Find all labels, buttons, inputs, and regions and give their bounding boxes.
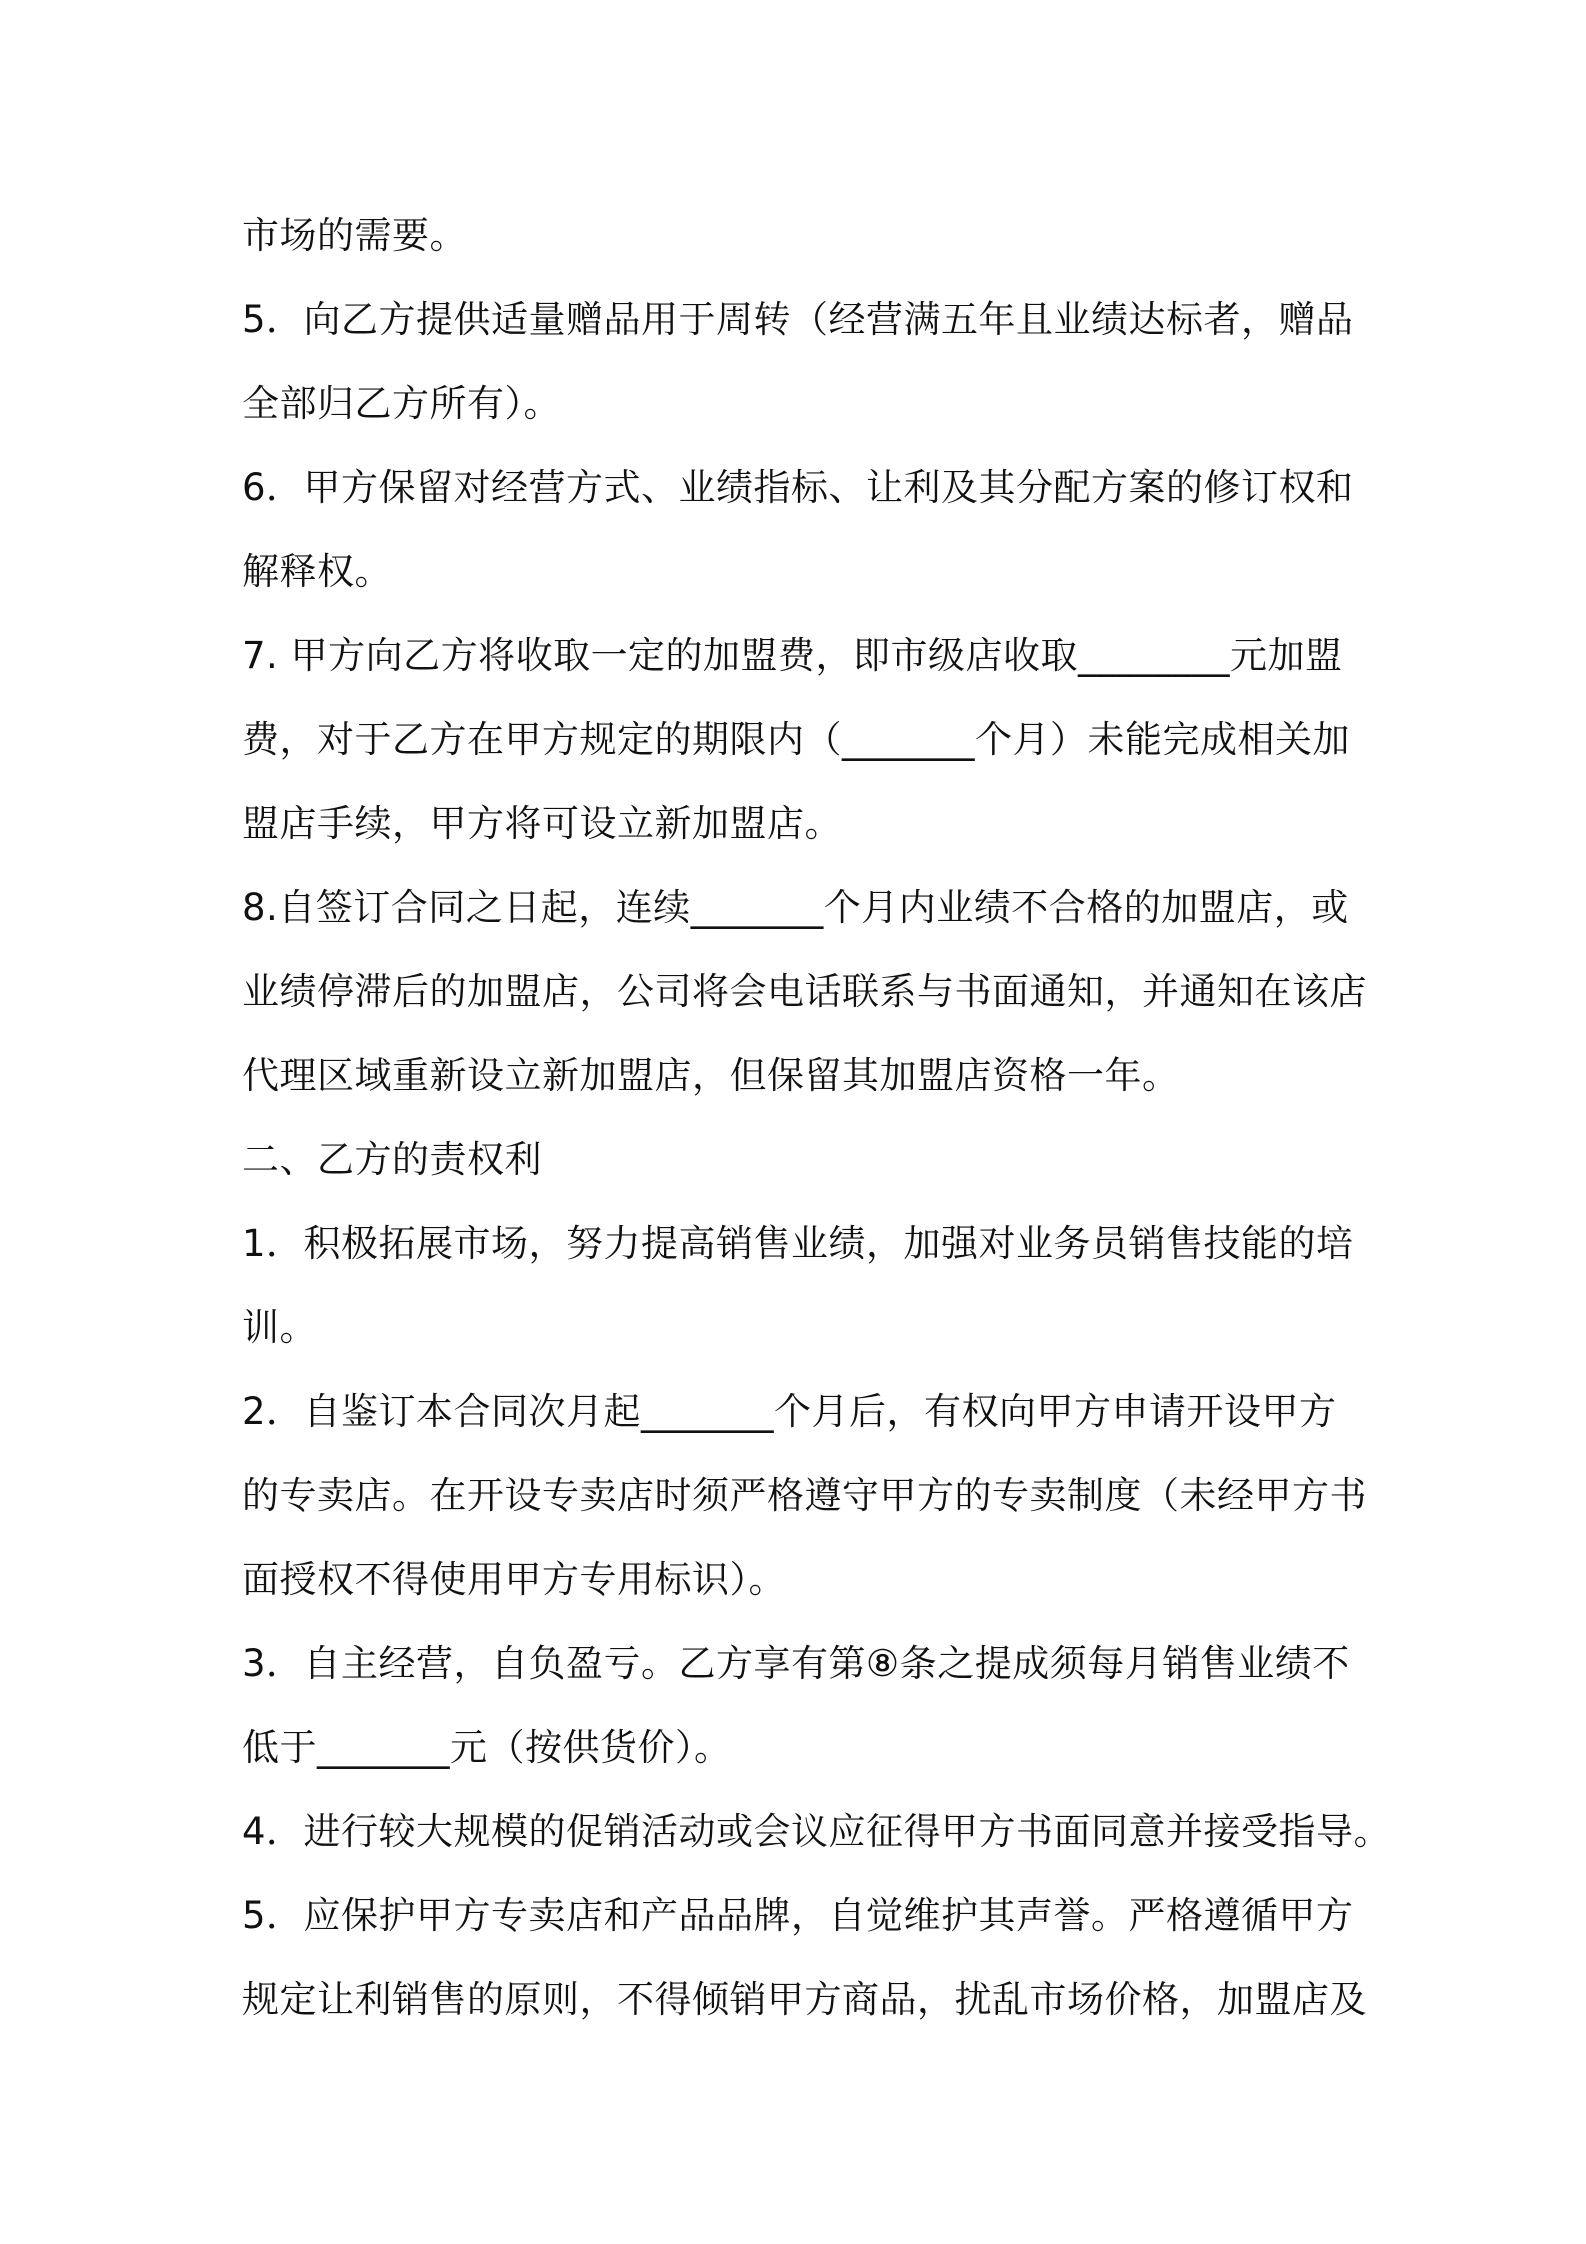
text-line: 3．自主经营，自负盈亏。乙方享有第⑧条之提成须每月销售业绩不 xyxy=(242,1642,1350,1685)
text-line: 的专卖店。在开设专卖店时须严格遵守甲方的专卖制度（未经甲方书 xyxy=(242,1474,1367,1517)
text-line: 训。 xyxy=(242,1306,317,1349)
text-line: 费，对于乙方在甲方规定的期限内（_______个月）未能完成相关加 xyxy=(242,718,1350,761)
text-line: 5．向乙方提供适量赠品用于周转（经营满五年且业绩达标者，赠品 xyxy=(242,298,1354,341)
text-line: 规定让利销售的原则，不得倾销甲方商品，扰乱市场价格，加盟店及 xyxy=(242,1978,1367,2021)
text-line: 4．进行较大规模的促销活动或会议应征得甲方书面同意并接受指导。 xyxy=(242,1810,1392,1853)
text-line: 低于_______元（按供货价）。 xyxy=(242,1726,732,1769)
text-line: 6．甲方保留对经营方式、业绩指标、让利及其分配方案的修订权和 xyxy=(242,466,1354,509)
text-line: 2．自鉴订本合同次月起_______个月后，有权向甲方申请开设甲方 xyxy=(242,1390,1337,1433)
text-line: 7. 甲方向乙方将收取一定的加盟费，即市级店收取________元加盟 xyxy=(242,634,1343,677)
text-line: 面授权不得使用甲方专用标识）。 xyxy=(242,1558,786,1601)
text-line: 1．积极拓展市场，努力提高销售业绩，加强对业务员销售技能的培 xyxy=(242,1222,1354,1265)
text-line: 市场的需要。 xyxy=(242,214,467,257)
text-line: 8.自签订合同之日起，连续_______个月内业绩不合格的加盟店，或 xyxy=(242,886,1349,929)
section-heading: 二、乙方的责权利 xyxy=(242,1138,542,1181)
text-line: 5．应保护甲方专卖店和产品品牌，自觉维护其声誉。严格遵循甲方 xyxy=(242,1894,1354,1937)
text-line: 盟店手续，甲方将可设立新加盟店。 xyxy=(242,802,842,845)
text-line: 解释权。 xyxy=(242,550,392,593)
text-line: 业绩停滞后的加盟店，公司将会电话联系与书面通知，并通知在该店 xyxy=(242,970,1367,1013)
text-line: 全部归乙方所有）。 xyxy=(242,382,561,425)
document-body xyxy=(242,194,1392,2042)
text-line: 代理区域重新设立新加盟店，但保留其加盟店资格一年。 xyxy=(242,1054,1180,1097)
